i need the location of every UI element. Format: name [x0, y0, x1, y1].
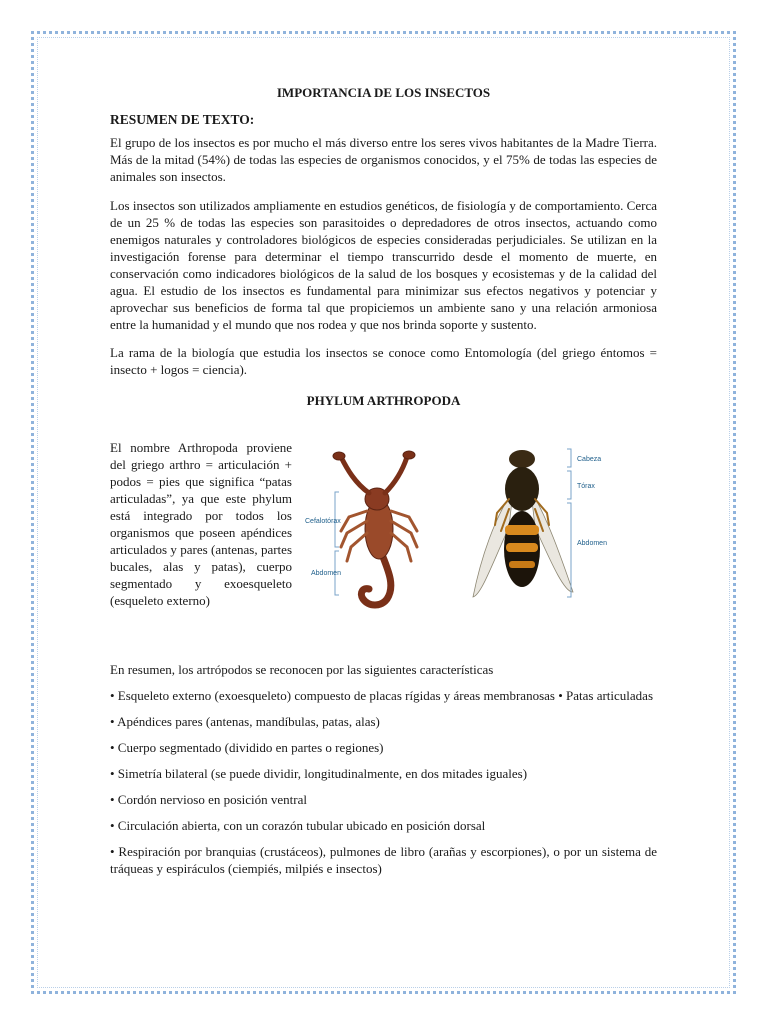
label-cabeza: Cabeza [577, 456, 602, 463]
scorpion-illustration [333, 451, 417, 605]
paragraph-1: El grupo de los insectos es por mucho el más diverso entre los seres vivos habitantes de la Madre Tierra. Más de la mitad (54%) de todas las especies de organismos conocidos, y el 75% de todas las especies de animales son insectos. [110, 135, 657, 184]
list-item: • Cuerpo segmentado (dividido en partes o regiones) [110, 740, 384, 755]
list-item: • Circulación abierta, con un corazón tubular ubicado en posición dorsal [110, 818, 486, 833]
paragraph-2: Los insectos son utilizados ampliamente en estudios genéticos, de fisiología y de comportamiento. Cerca de un 25 % de todas las especies son parasitoides o depredadores de otros insectos, actuando como enemigos naturales y controladores biológicos de especies consideradas perjudiciales. Se utilizan en la investigación forense para determinar el tiempo transcurrido desde el momento de muerte, en conservación como indicadores biológicos de la salud de los bosques y ecosistemas y de la calidad del agua. El estudio de los insectos es fundamental para minimizar sus efectos negativos y potenciar y aprovechar sus beneficios de forma tal que propiciemos un ambiente sano y una relación armoniosa entre la humanidad y el mundo que nos rodea y que nos brinda soporte y sustento. [110, 198, 657, 332]
paragraph-3: La rama de la biología que estudia los insectos se conoce como Entomología (del griego éntomos = insecto + logos = ciencia). [110, 345, 657, 377]
intro-row [110, 439, 657, 649]
section-subtitle: PHYLUM ARTHROPODA [306, 393, 461, 408]
list-item: • Esqueleto externo (exoesqueleto) compuesto de placas rígidas y áreas membranosas • Patas articuladas [110, 688, 653, 703]
document-body [110, 84, 657, 877]
document-title: IMPORTANCIA DE LOS INSECTOS [276, 85, 491, 100]
list-intro: En resumen, los artrópodos se reconocen por las siguientes características [110, 662, 494, 677]
label-torax: Tórax [577, 483, 595, 490]
label-abdomen-insect: Abdomen [577, 540, 607, 547]
label-abdomen-scorpion: Abdomen [311, 570, 341, 577]
intro-paragraph: El nombre Arthropoda proviene del griego arthro = articulación + podos = pies que significa “patas articuladas”, ya que este phylum está integrado por todos los organismos que poseen apéndices articulados y pares (antenas, partes bucales, alas y patas), cuerpo segmentado y exoesqueleto (esqueleto externo) [110, 440, 292, 608]
list-item: • Apéndices pares (antenas, mandíbulas, patas, alas) [110, 714, 380, 729]
list-item: • Cordón nervioso en posición ventral [110, 792, 307, 807]
characteristics-list [110, 661, 657, 877]
section-heading: RESUMEN DE TEXTO: [110, 112, 255, 127]
arthropod-figure [305, 447, 665, 622]
list-item: • Simetría bilateral (se puede dividir, longitudinalmente, en dos mitades iguales) [110, 766, 528, 781]
label-cefalotorax: Cefalotórax [305, 518, 341, 525]
insect-illustration [473, 450, 573, 597]
list-item: • Respiración por branquias (crustáceos), pulmones de libro (arañas y escorpiones), o por un sistema de tráqueas y espiráculos (ciempiés, milpiés e insectos) [110, 844, 657, 876]
